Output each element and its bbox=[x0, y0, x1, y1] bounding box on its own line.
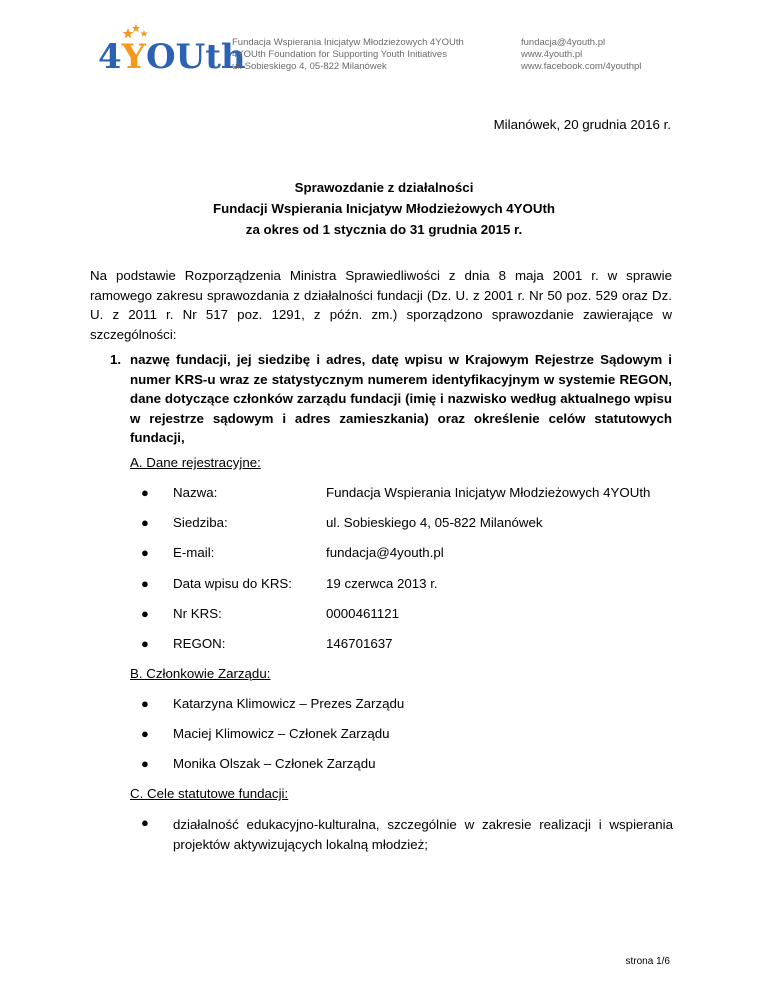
title-line: za okres od 1 stycznia do 31 grudnia 2015 r. bbox=[245, 222, 523, 237]
header-facebook: www.facebook.com/4youthpl bbox=[521, 61, 642, 72]
section-1 bbox=[110, 350, 672, 448]
registration-value: ul. Sobieskiego 4, 05-822 Milanówek bbox=[326, 515, 543, 530]
header-foundation-name-pl: Fundacja Wspierania Inicjatyw Młodzieżowych 4YOUth bbox=[232, 37, 464, 48]
registration-label: E-mail: bbox=[173, 545, 215, 560]
section-1-text: nazwę fundacji, jej siedzibę i adres, datę wpisu w Krajowym Rejestrze Sądowym i numer KRS-u wraz ze statystycznym numerem identyfikacyjnym w systemie REGON, dane dotyczące członków zarządu fundacji (imię i nazwisko według aktualnego wpisu w rejestrze sądowym i adres zamieszkania) oraz określenie celów statutowych fundacji, bbox=[130, 352, 672, 445]
board-member-text: Monika Olszak – Członek Zarządu bbox=[173, 756, 376, 771]
foundation-logo bbox=[98, 24, 246, 77]
registration-label: Nazwa: bbox=[173, 485, 218, 500]
registration-value: fundacja@4youth.pl bbox=[326, 545, 444, 560]
board-member-text: Katarzyna Klimowicz – Prezes Zarządu bbox=[173, 696, 405, 711]
document-title bbox=[90, 177, 678, 240]
bullet-icon: ● bbox=[141, 696, 149, 711]
statutory-goal-item: działalność edukacyjno-kulturalna, szczególnie w zakresie realizacji i wspierania projektów aktywizujących lokalną młodzież; bbox=[173, 817, 673, 852]
registration-value: 146701637 bbox=[326, 636, 393, 651]
section-c-heading: C. Cele statutowe fundacji: bbox=[130, 786, 289, 801]
header-address: ul. Sobieskiego 4, 05-822 Milanówek bbox=[232, 61, 387, 72]
registration-label: Nr KRS: bbox=[173, 606, 222, 621]
registration-label: Siedziba: bbox=[173, 515, 228, 530]
registration-value: 0000461121 bbox=[326, 606, 399, 621]
bullet-icon: ● bbox=[141, 545, 149, 560]
header-email: fundacja@4youth.pl bbox=[521, 37, 606, 48]
header-address-block bbox=[232, 37, 464, 73]
page-number: strona 1/6 bbox=[625, 956, 670, 967]
registration-label: Data wpisu do KRS: bbox=[173, 576, 292, 591]
bullet-icon: ● bbox=[141, 726, 149, 741]
section-1-number: 1. bbox=[110, 352, 122, 367]
intro-paragraph: Na podstawie Rozporządzenia Ministra Sprawiedliwości z dnia 8 maja 2001 r. w sprawie ramowego zakresu sprawozdania z działalności fundacji (Dz. U. z 2001 r. Nr 50 poz. 529 oraz Dz. U. z 2011 r. Nr 517 poz. 1291, z późn. zm.) sporządzono sprawozdanie zawierające w szczególności: bbox=[90, 268, 672, 342]
bullet-icon: ● bbox=[141, 576, 149, 591]
bullet-icon: ● bbox=[141, 636, 149, 651]
bullet-icon: ● bbox=[141, 606, 149, 621]
registration-value: 19 czerwca 2013 r. bbox=[326, 576, 438, 591]
section-b-heading: B. Członkowie Zarządu: bbox=[130, 666, 271, 681]
header-foundation-name-en: 4YOUth Foundation for Supporting Youth Initiatives bbox=[232, 49, 447, 60]
registration-value: Fundacja Wspierania Inicjatyw Młodzieżowych 4YOUth bbox=[326, 485, 651, 500]
title-line: Fundacji Wspierania Inicjatyw Młodzieżowych 4YOUth bbox=[212, 201, 556, 216]
header-website: www.4youth.pl bbox=[521, 49, 583, 60]
registration-label: REGON: bbox=[173, 636, 226, 651]
title-line: Sprawozdanie z działalności bbox=[294, 180, 474, 195]
board-member-text: Maciej Klimowicz – Członek Zarządu bbox=[173, 726, 390, 741]
section-a-heading: A. Dane rejestracyjne: bbox=[130, 455, 261, 470]
bullet-icon: ● bbox=[141, 485, 149, 500]
document-date: Milanówek, 20 grudnia 2016 r. bbox=[493, 117, 671, 132]
bullet-icon: ● bbox=[141, 515, 149, 530]
bullet-icon: ● bbox=[141, 756, 149, 771]
bullet-icon: ● bbox=[141, 815, 149, 830]
header-contact-block bbox=[521, 37, 641, 73]
logo-wordmark: 4YOUth bbox=[98, 37, 246, 77]
